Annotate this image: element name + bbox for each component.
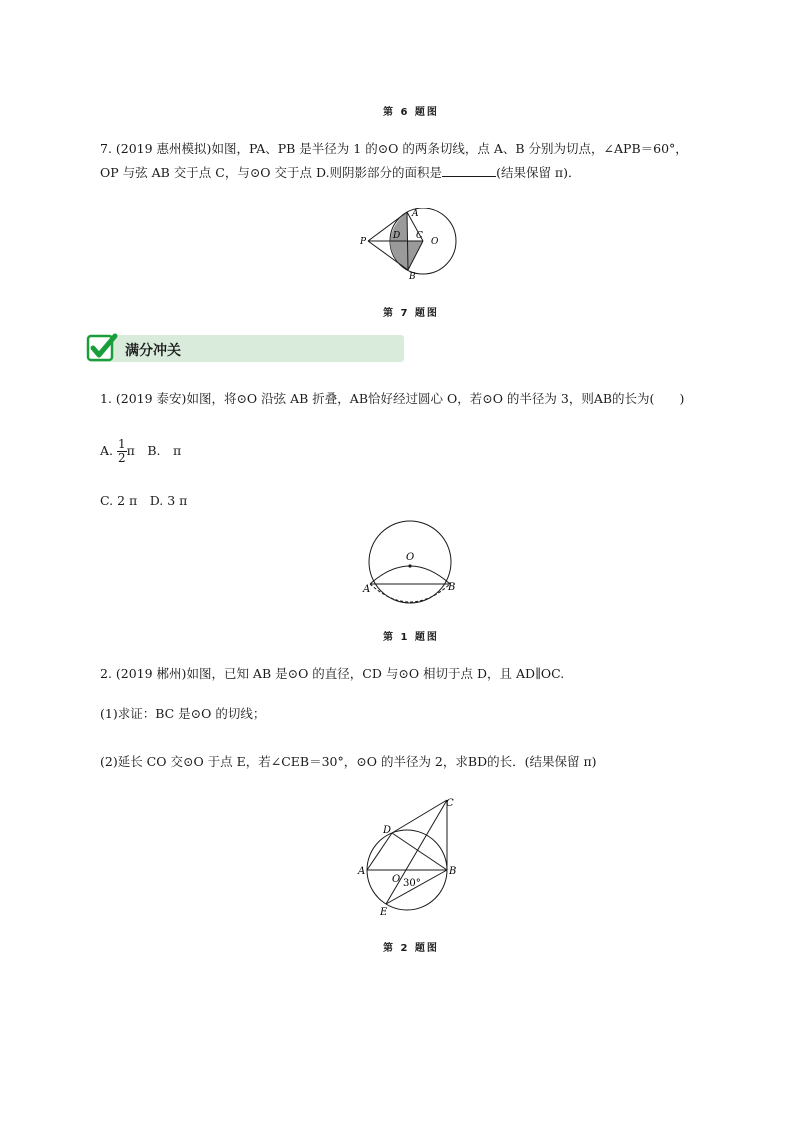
folded-arc: [370, 566, 450, 584]
label-e: E: [380, 907, 388, 918]
label-c: C: [416, 231, 423, 241]
fraction-half: [117, 438, 127, 465]
figure-7-diagram: [360, 208, 460, 280]
q7-line2b: (结果保留 π)．: [496, 165, 581, 180]
label-c: C: [446, 798, 454, 809]
chord-ad: [367, 833, 392, 870]
label-a: A: [358, 866, 366, 877]
label-o: O: [392, 874, 401, 885]
label-o: O: [406, 552, 415, 563]
label-d: D: [393, 231, 401, 241]
fraction-numerator: 1: [117, 437, 126, 451]
q2-part1: (1)求证：BC 是⊙O 的切线；: [100, 706, 266, 721]
label-b: B: [448, 582, 456, 593]
q1-opt-a-prefix: A.: [100, 443, 117, 458]
q7-line1: 7. (2019 惠州模拟)如图，PA、PB 是半径为 1 的⊙O 的两条切线，点 A、B 分别为切点，∠APB＝60°，: [100, 141, 688, 156]
figure-caption-7: 第 7 题图: [383, 308, 439, 319]
figure-2-diagram: [356, 792, 466, 920]
label-o: O: [431, 237, 439, 247]
figure-caption-1: 第 1 题图: [383, 632, 439, 643]
label-d: D: [383, 825, 392, 836]
label-b: B: [449, 866, 457, 877]
label-a: A: [412, 209, 419, 219]
fraction-denominator: 2: [117, 451, 126, 465]
check-icon: [85, 330, 119, 364]
label-b: B: [409, 272, 416, 280]
tangent-cd: [392, 800, 447, 833]
label-p: P: [360, 237, 367, 247]
q7-line2a: OP 与弦 AB 交于点 C，与⊙O 交于点 D.则阴影部分的面积是: [100, 165, 443, 180]
q1-option-ab: [100, 436, 181, 466]
section-title: 满分冲关: [125, 343, 181, 359]
figure-1-diagram: [360, 520, 460, 608]
q1-option-cd: C. 2 π D. 3 π: [100, 493, 188, 508]
label-angle: 30°: [403, 878, 421, 889]
label-a: A: [363, 584, 371, 595]
answer-blank[interactable]: [442, 164, 496, 177]
figure-caption-6: 第 6 题图: [383, 107, 439, 118]
q7-line2: [100, 164, 581, 182]
q2-stem: 2. (2019 郴州)如图，已知 AB 是⊙O 的直径，CD 与⊙O 相切于点 D，且 AD∥OC.: [100, 666, 565, 681]
q2-part2: (2)延长 CO 交⊙O 于点 E，若∠CEB＝30°，⊙O 的半径为 2，求BD的长．(结果保留 π): [100, 754, 597, 769]
figure-caption-2: 第 2 题图: [383, 943, 439, 954]
q1-opt-a-suffix: π B. π: [126, 443, 182, 458]
original-arc: [370, 584, 450, 602]
chord-db: [392, 833, 447, 870]
q1-stem: 1. (2019 泰安)如图，将⊙O 沿弦 AB 折叠，AB恰好经过圆心 O，若⊙O 的半径为 3，则AB的长为( ): [100, 391, 685, 406]
center-point: [408, 564, 411, 567]
